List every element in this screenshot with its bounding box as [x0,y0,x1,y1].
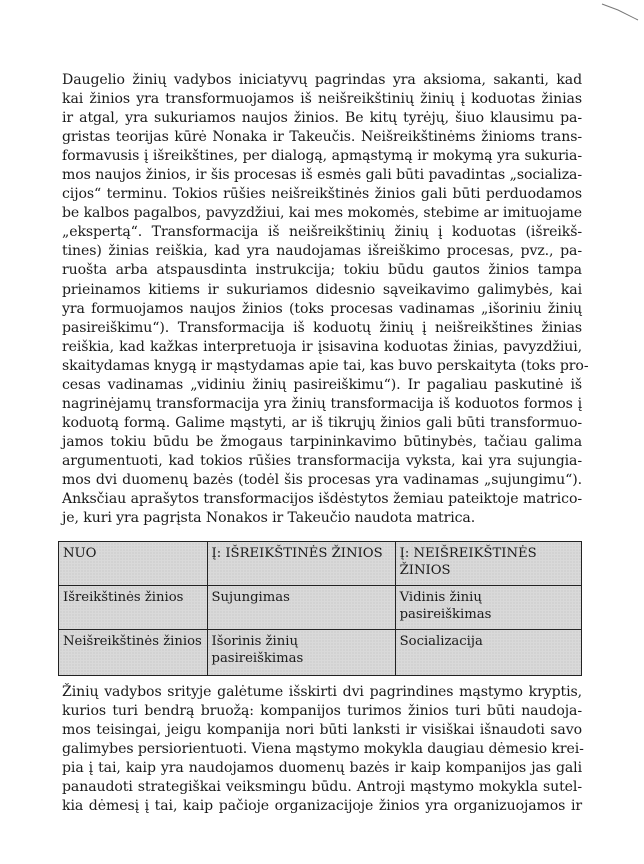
matrix-header-to-tacit: Į: NEIŠREIKŠTINĖS ŽINIOS [395,542,581,586]
text-line: be kalbos pagalbos, pavyzdžiui, kai mes mokomės, stebime ar imituojame [62,205,582,222]
text-line: pia į tai, kaip yra naudojamos duomenų bazės ir kaip kompanijos jas gali [62,760,582,777]
text-line: tines) žinias reiškia, kad yra naudojamas išreiškimo procesas, pvz., pa- [62,243,582,260]
paragraph-transformation-theory [62,71,589,528]
text-line: skaitydamas knygą ir mąstydamas apie tai, kas buvo perskaityta (toks pro- [62,357,589,374]
document-section-2 [62,683,582,816]
text-line: jamos tokiu būdu be žmogaus tarpininkavimo būtinybės, tačiau galima [62,433,582,450]
text-line: nagrinėjamų transformacija yra žinių transformacija iš koduotos formos į [62,395,582,412]
text-line: gristas teorijas kūrė Nonaka ir Takeučis. Neišreikštinėms žinioms trans- [62,129,582,146]
text-line: kurios turi bendrą bruožą: kompanijos turimos žinios turi būti naudoja- [62,703,582,720]
matrix-header-to-explicit: Į: IŠREIKŠTINĖS ŽINIOS [207,542,395,586]
text-line: Žinių vadybos srityje galėtume išskirti dvi pagrindines mąstymo kryptis, [62,684,582,700]
matrix-row-label: Išreikštinės žinios [59,586,208,630]
text-line: koduotą formą. Galime mąstyti, ar iš tikrųjų žinios gali būti transformuo- [62,414,582,431]
text-line: formavusis į išreikštines, per dialogą, apmąstymą ir mokymą yra sukuria- [62,148,582,165]
text-line: ruošta arba atspausdinta instrukcija; tokiu būdu gautos žinios tampa [62,262,582,279]
text-line: kia dėmesį į tai, kaip pačioje organizacijoje žinios yra organizuojamos ir [62,798,582,815]
text-line: mos dvi duomenų bazės (todėl šis procesas yra vadinamas „sujungimu“). [62,471,582,488]
matrix-cell: Socializacija [395,630,581,676]
matrix-row-explicit [59,586,582,630]
scan-corner-mark [600,0,640,22]
text-line: ir atgal, yra sukuriamos naujos žinios. Be kitų tyrėjų, šiuo klausimu pa- [62,110,582,127]
text-line: mos teisingai, jeigu kompanija nori būti lanksti ir visiškai išnaudoti savo [62,722,582,739]
text-line: Daugelio žinių vadybos iniciatyvų pagrindas yra aksioma, sakanti, kad [62,72,582,88]
text-line: prieinamos kitiems ir sukuriamos didesnio sąveikavimo galimybės, kai [62,281,582,298]
matrix-cell: Vidinis žinių pasireiškimas [395,586,581,630]
matrix-cell: Išorinis žinių pasireiškimas [207,630,395,676]
matrix-cell: Sujungimas [207,586,395,630]
knowledge-transformation-matrix [58,541,582,676]
matrix-header-from: NUO [59,542,208,586]
text-line: cesas vadinamas „vidiniu žinių pasireiškimu“). Ir pagaliau paskutinė iš [62,376,582,393]
text-line: je, kuri yra pagrįsta Nonakos ir Takeučio naudota matrica. [62,510,476,527]
text-line: galimybes persiorientuoti. Viena mąstymo mokykla daugiau dėmesio krei- [62,741,584,758]
text-line: cijos“ terminu. Tokios rūšies neišreikštinės žinios gali būti perduodamos [62,186,582,203]
text-line: panaudoti strategiškai veiksmingu būdu. Antroji mąstymo mokykla sutel- [62,779,582,796]
text-line: argumentuoti, kad tokios rūšies transformacija vyksta, kai yra sujungia- [62,452,582,469]
document-page [62,71,589,528]
text-line: kai žinios yra transformuojamos iš neišreikštinių žinių į koduotas žinias [62,91,582,108]
text-line: Anksčiau aprašytos transformacijos išdėstytos žemiau pateiktoje matrico- [62,491,582,508]
text-line: reiškia, kad kažkas interpretuoja ir įsisavina koduotas žinias, pavyzdžiui, [62,338,582,355]
text-line: mos naujos žinios, ir šis procesas iš esmės gali būti pavadintas „socializa- [62,167,582,184]
text-line: pasireiškimu“). Transformacija iš koduotų žinių į neišreikštines žinias [62,319,582,336]
matrix-row-tacit [59,630,582,676]
paragraph-knowledge-management-schools [62,683,582,816]
matrix-header-row [59,542,582,586]
text-line: „ekspertą“. Transformacija iš neišreikštinių žinių į koduotas (išreikš- [62,224,582,241]
matrix-row-label: Neišreikštinės žinios [59,630,208,676]
text-line: yra formuojamos naujos žinios (toks procesas vadinamas „išoriniu žinių [62,300,582,317]
